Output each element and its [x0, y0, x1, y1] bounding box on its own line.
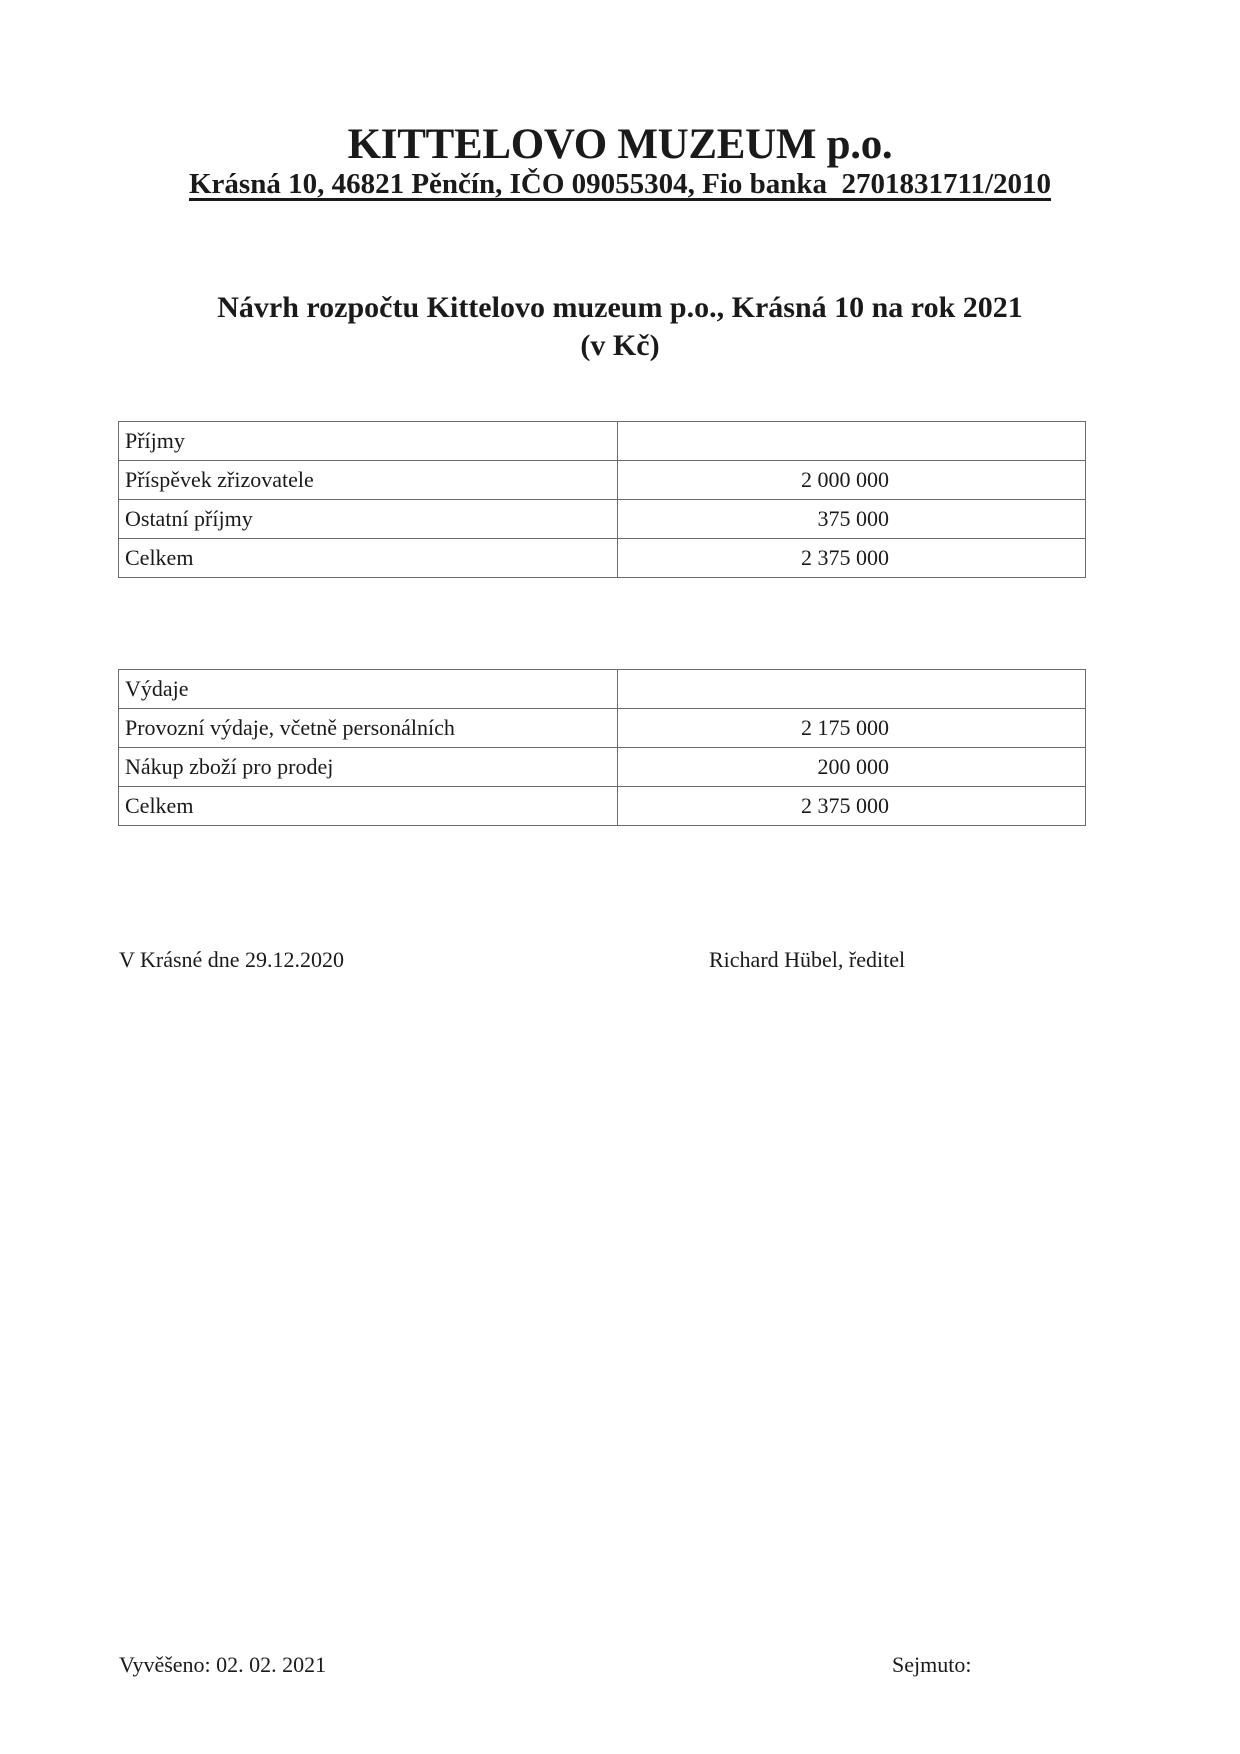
expense-table-header-value [618, 670, 1086, 709]
organization-address-text: Krásná 10, 46821 Pěnčín, IČO 09055304, Fio banka 2701831711/2010 [188, 168, 1051, 200]
row-label: Ostatní příjmy [119, 500, 618, 539]
table-row-total [119, 787, 1086, 826]
row-value: 2 375 000 [618, 539, 1086, 578]
table-row-total [119, 539, 1086, 578]
income-table-header-value [618, 422, 1086, 461]
row-value: 2 375 000 [618, 787, 1086, 826]
expense-table-header-row [119, 670, 1086, 709]
posted-date: Vyvěšeno: 02. 02. 2021 [119, 1652, 327, 1677]
place-date: V Krásné dne 29.12.2020 [119, 947, 345, 972]
row-value: 200 000 [618, 748, 1086, 787]
row-value: 2 000 000 [618, 461, 1086, 500]
table-row [119, 709, 1086, 748]
row-value: 375 000 [618, 500, 1086, 539]
document-heading-line2: (v Kč) [580, 329, 660, 362]
expense-table-header: Výdaje [119, 670, 618, 709]
row-label: Celkem [119, 539, 618, 578]
row-value: 2 175 000 [618, 709, 1086, 748]
table-row [119, 461, 1086, 500]
expense-table [118, 669, 1086, 826]
income-table [118, 421, 1086, 578]
removed-date: Sejmuto: [892, 1652, 972, 1677]
document-heading-line1: Návrh rozpočtu Kittelovo muzeum p.o., Krásná 10 na rok 2021 [217, 291, 1023, 324]
signatory: Richard Hübel, ředitel [709, 947, 906, 972]
row-label: Nákup zboží pro prodej [119, 748, 618, 787]
table-row [119, 748, 1086, 787]
row-label: Provozní výdaje, včetně personálních [119, 709, 618, 748]
income-table-header-row [119, 422, 1086, 461]
organization-address [0, 168, 1240, 200]
row-label: Celkem [119, 787, 618, 826]
organization-title: KITTELOVO MUZEUM p.o. [347, 121, 893, 168]
table-row [119, 500, 1086, 539]
document-heading [0, 289, 1240, 365]
income-table-header: Příjmy [119, 422, 618, 461]
row-label: Příspěvek zřizovatele [119, 461, 618, 500]
